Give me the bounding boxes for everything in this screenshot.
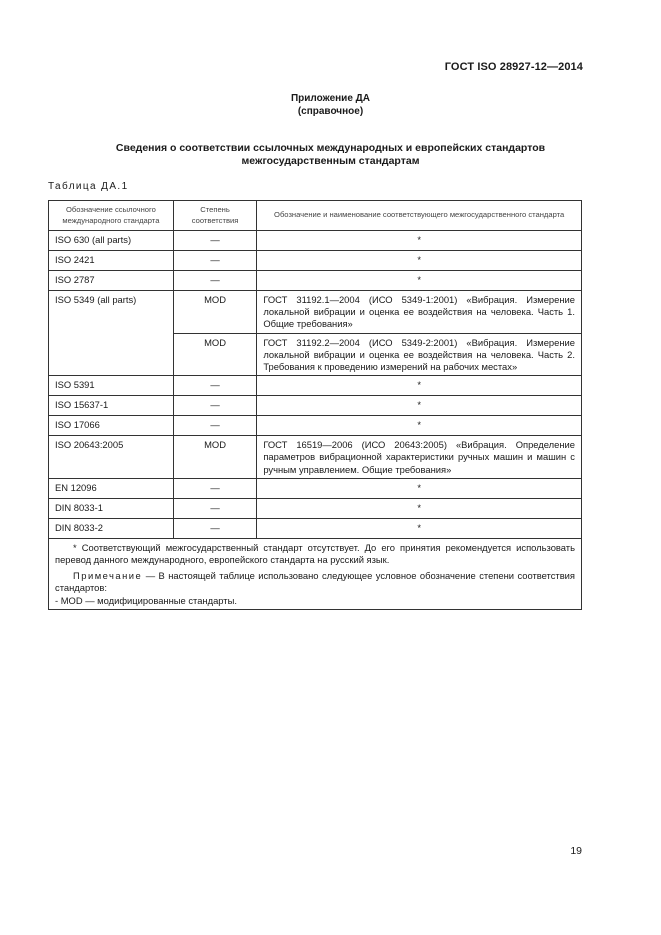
gost-cell: *	[257, 478, 582, 498]
table-row	[49, 518, 582, 538]
table-row	[49, 291, 582, 334]
table-header-row	[49, 201, 582, 231]
header-interstate-standard: Обозначение и наименование соответствующего межгосударственного стандарта	[257, 201, 582, 231]
degree-cell: MOD	[173, 333, 257, 376]
note-item: - MOD — модифицированные стандарты.	[55, 594, 237, 606]
gost-cell: ГОСТ 31192.1—2004 (ИСО 5349-1:2001) «Вибрация. Измерение локальной вибрации и оценка ее воздействия на человека. Часть 1. Общие требования»	[257, 291, 582, 334]
table-row	[49, 396, 582, 416]
annex-subtitle: (справочное)	[297, 106, 364, 117]
gost-cell: *	[257, 518, 582, 538]
annex-heading	[0, 92, 661, 118]
section-title-line-2: межгосударственным стандартам	[241, 155, 420, 167]
gost-cell: *	[257, 376, 582, 396]
document-code: ГОСТ ISO 28927-12—2014	[444, 61, 583, 73]
table-row	[49, 478, 582, 498]
table-note	[55, 570, 575, 594]
gost-cell: *	[257, 251, 582, 271]
gost-cell: *	[257, 416, 582, 436]
degree-cell: —	[173, 251, 257, 271]
ref-cell: ISO 20643:2005	[49, 436, 174, 479]
table-row	[49, 251, 582, 271]
degree-cell: MOD	[173, 291, 257, 334]
standards-correspondence-table	[48, 200, 582, 610]
degree-cell: —	[173, 271, 257, 291]
note-text: — В настоящей таблице использовано следующее условное обозначение степени соответствия стандартов:	[55, 570, 575, 594]
ref-cell: ISO 15637-1	[49, 396, 174, 416]
gost-cell: ГОСТ 16519—2006 (ИСО 20643:2005) «Вибрация. Определение параметров вибрационной характеристики ручных машин и машин с ручным управлением. Общие требования»	[257, 436, 582, 479]
ref-cell: ISO 2421	[49, 251, 174, 271]
ref-cell: DIN 8033-1	[49, 498, 174, 518]
ref-cell: DIN 8033-2	[49, 518, 174, 538]
degree-cell: —	[173, 396, 257, 416]
table-row	[49, 416, 582, 436]
note-label: Примечание	[73, 570, 143, 582]
ref-cell: ISO 5349 (all parts)	[49, 291, 174, 376]
table-notes-row	[49, 538, 582, 609]
table-row	[49, 436, 582, 479]
degree-cell: —	[173, 518, 257, 538]
degree-cell: MOD	[173, 436, 257, 479]
table-row	[49, 271, 582, 291]
gost-cell: *	[257, 396, 582, 416]
table-footnote: * Соответствующий межгосударственный стандарт отсутствует. До его принятия рекомендуется использовать перевод данного международного, европейского стандарта на русский язык.	[55, 541, 575, 566]
ref-cell: ISO 17066	[49, 416, 174, 436]
ref-cell: EN 12096	[49, 478, 174, 498]
gost-cell: *	[257, 271, 582, 291]
section-title	[40, 142, 621, 168]
ref-cell: ISO 2787	[49, 271, 174, 291]
ref-cell: ISO 630 (all parts)	[49, 231, 174, 251]
degree-cell: —	[173, 376, 257, 396]
section-title-line-1: Сведения о соответствии ссылочных международных и европейских стандартов	[115, 142, 546, 154]
gost-cell: ГОСТ 31192.2—2004 (ИСО 5349-2:2001) «Вибрация. Измерение локальной вибрации и оценка ее воздействия на человека. Часть 2. Требования к проведению измерений на рабочих местах»	[257, 333, 582, 376]
gost-cell: *	[257, 498, 582, 518]
table-notes	[49, 538, 582, 609]
header-reference-standard: Обозначение ссылочного международного стандарта	[49, 201, 174, 231]
header-degree: Степень соответствия	[173, 201, 257, 231]
degree-cell: —	[173, 416, 257, 436]
degree-cell: —	[173, 478, 257, 498]
gost-cell: *	[257, 231, 582, 251]
degree-cell: —	[173, 231, 257, 251]
ref-cell: ISO 5391	[49, 376, 174, 396]
table-row	[49, 498, 582, 518]
table-row	[49, 376, 582, 396]
degree-cell: —	[173, 498, 257, 518]
table-caption: Таблица ДА.1	[48, 181, 129, 192]
annex-title: Приложение ДА	[290, 93, 371, 104]
page-number: 19	[570, 845, 582, 857]
table-row	[49, 231, 582, 251]
